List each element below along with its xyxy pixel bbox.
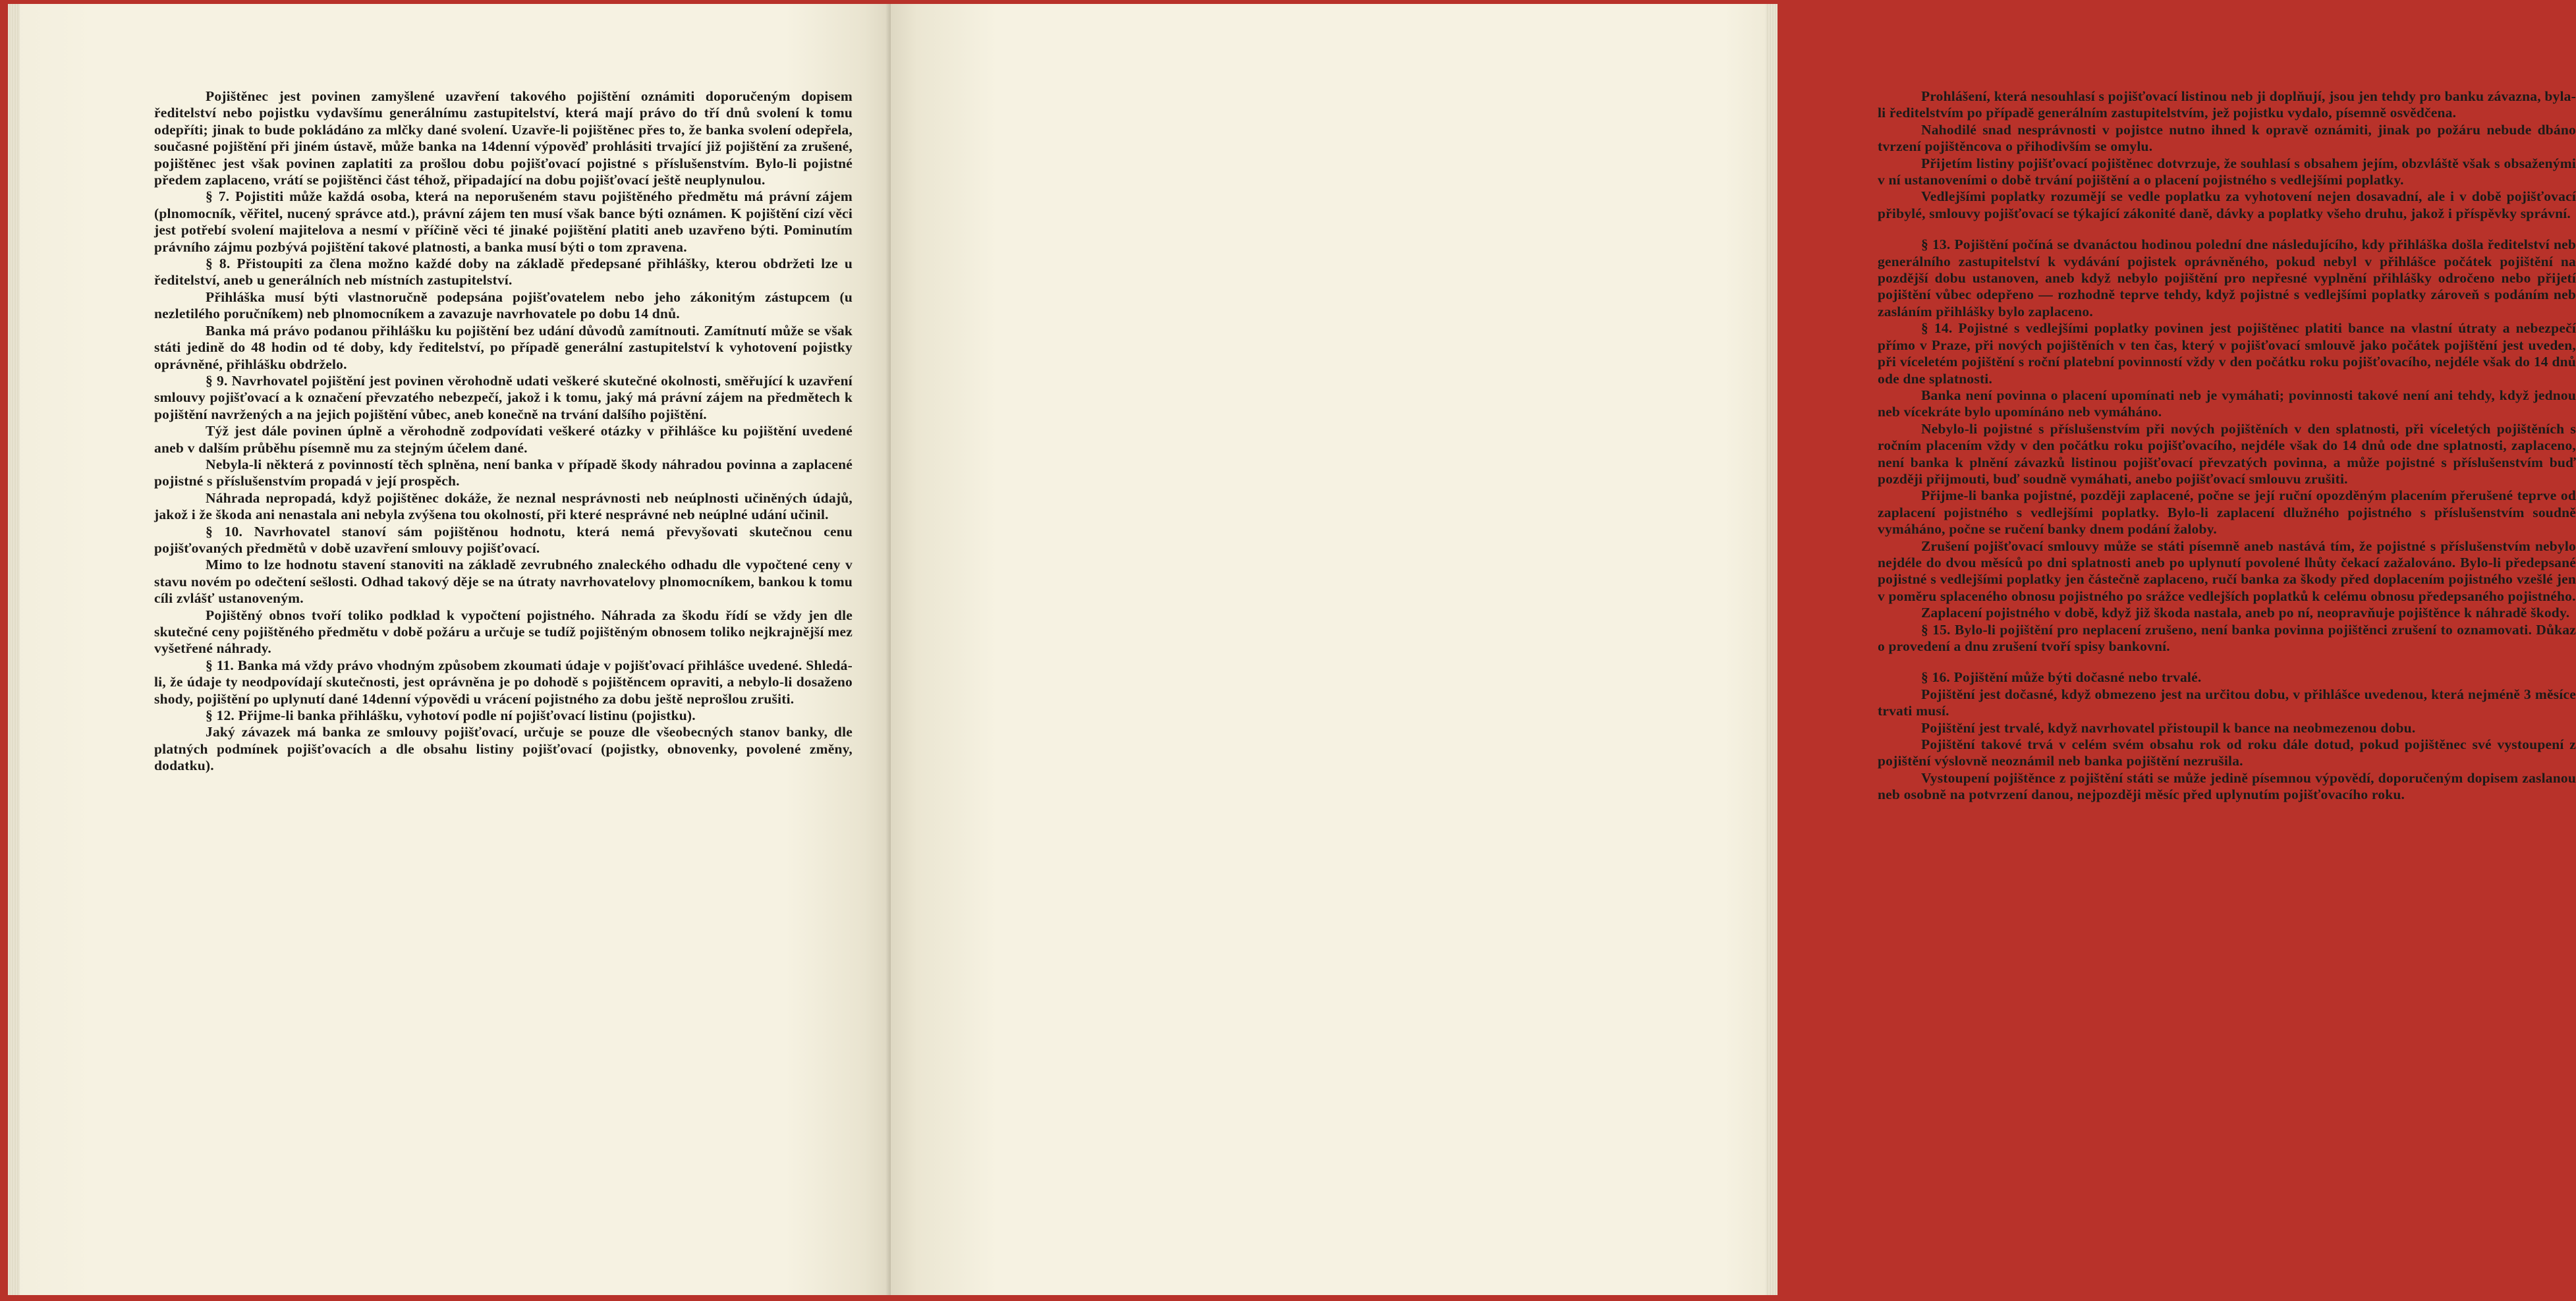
paragraph: Pojištění jest dočasné, když obmezeno jest na určitou dobu, v přihlášce uvedenou, která nejméně 3 měsíce trvati musí. [1878, 686, 2576, 719]
paragraph-section-12: § 12. Přijme-li banka přihlášku, vyhotoví podle ní pojišťovací listinu (pojistku). [206, 707, 696, 724]
right-text-column [1878, 88, 2576, 804]
paragraph: Nebyla-li některá z povinností těch splněna, není banka v případě škody náhradou povinna a zaplacené pojistné s příslušenstvím propadá v její prospěch. [154, 456, 853, 489]
paragraph: Zrušení pojišťovací smlouvy může se státi písemně aneb nastává tím, že pojistné s příslušenstvím nebylo nejdéle do dvou měsíců po dni splatnosti aneb po uplynutí povolené lhůty čekací zažalováno. Bylo-li předepsané pojistné s vedlejšími poplatky jen částečně zaplaceno, ručí banka za škody před doplacením pojistného vzešlé jen v poměru splaceného obnosu pojistného po srážce vedlejších poplatků k celému obnosu předepsaného pojistného. [1878, 538, 2576, 604]
paragraph: Pojištění jest trvalé, když navrhovatel přistoupil k bance na neobmezenou dobu. [1921, 719, 2416, 736]
paragraph-section-8: § 8. Přistoupiti za člena možno každé doby na základě předepsané přihlášky, kterou obdržeti lze u ředitelství, aneb u generálních neb místních zastupitelství. [154, 256, 853, 289]
paragraph: Banka není povinna o placení upomínati neb je vymáhati; povinnosti takové není ani tehdy, když jednou neb vícekráte bylo upomínáno neb vymáháno. [1878, 387, 2576, 420]
paragraph: Pojištěnec jest povinen zamyšlené uzavření takového pojištění oznámiti doporučeným dopisem ředitelství nebo pojistku vydavšímu generálnímu zastupitelství, která mají právo do tří dnů svolení k tomu odepříti; jinak to bude pokládáno za mlčky dané svolení. Uzavře-li pojištěnec přes to, že banka svolení odepřela, současné pojištění při jiném ústavě, může banka na 14denní výpověď prohlásiti trvající již pojištění za zrušené, pojištěnec jest však povinen zaplatiti za prošlou dobu pojišťovací pojistné s příslušenstvím. Bylo-li pojistné předem zaplaceno, vrátí se pojištěnci část téhož, připadající na dobu pojišťovací ještě neuplynulou. [154, 88, 853, 188]
page-edge [8, 4, 20, 1295]
paragraph: Přihláška musí býti vlastnoručně podepsána pojišťovatelem nebo jeho zákonitým zástupcem (u nezletilého poručníkem) neb plnomocníkem a zavazuje navrhovatele po dobu 14 dnů. [154, 289, 853, 322]
paragraph-section-14: § 14. Pojistné s vedlejšími poplatky povinen jest pojištěnec platiti bance na vlastní útraty a nebezpečí přímo v Praze, při nových pojištěních v ten čas, který v pojišťovací smlouvě jako počátek pojištění jest uveden, při víceletém pojištění s roční platební povinností vždy v den počátku roku pojišťovacího, nejdéle však do 14 dnů ode dne splatnosti. [1878, 320, 2576, 387]
paragraph: Zaplacení pojistného v době, když již škoda nastala, aneb po ní, neopravňuje pojištěnce k náhradě škody. [1921, 605, 2570, 621]
paragraph: Přijetím listiny pojišťovací pojištěnec dotvrzuje, že souhlasí s obsahem jejím, obzvláště však s obsaženými v ní ustanoveními o době trvání pojištění a o placení pojistného s vedlejšími poplatky. [1878, 155, 2576, 188]
right-page [891, 4, 2576, 1295]
paragraph: Pojištěný obnos tvoří toliko podklad k vypočtení pojistného. Náhrada za škodu řídí se vždy jen dle skutečné ceny pojištěného předmětu v době požáru a určuje se tudíž pojištěným obnosem toliko nejkrajnější mez vyšetřené náhrady. [154, 607, 853, 657]
paragraph: Náhrada nepropadá, když pojištěnec dokáže, že neznal nesprávnosti neb neúplnosti učiněných údajů, jakož i že škoda ani nenastala ani nebyla zvýšena tou okolností, při které nesprávné neb neúplné udání učinil. [154, 489, 853, 523]
paragraph: Banka má právo podanou přihlášku ku pojištění bez udání důvodů zamítnouti. Zamítnutí může se však státi jedině do 48 hodin od té doby, kdy ředitelství, po případě generální zastupitelství k vyhotovení pojistky oprávněné, přihlášku obdrželo. [154, 322, 853, 372]
paragraph: Pojištění takové trvá v celém svém obsahu rok od roku dále dotud, pokud pojištěnec své vystoupení z pojištění výslovně neoznámil neb banka pojištění nezrušila. [1878, 736, 2576, 769]
paragraph: Mimo to lze hodnotu stavení stanoviti na základě zevrubného znaleckého odhadu dle vypočtené ceny v stavu novém po odečtení sešlosti. Odhad takový děje se na útraty navrhovatelovy plnomocníkem, bankou k tomu cíli zvlášť ustanoveným. [154, 557, 853, 607]
open-book [8, 4, 2576, 1295]
paragraph-section-7: § 7. Pojistiti může každá osoba, která na neporušeném stavu pojištěného předmětu má právní zájem (plnomocník, věřitel, nucený správce atd.), právní zájem ten musí však bance býti oznámen. K pojištění cizí věci jest potřebí svolení majitelova a nesmí v příčině věci té jinaké pojištění platiti aneb uzavřeno býti. Pominutím právního zájmu pozbývá pojištění takové platnosti, a banka musí býti o tom zpravena. [154, 188, 853, 255]
paragraph: Vystoupení pojištěnce z pojištění státi se může jedině písemnou výpovědí, doporučeným dopisem zaslanou neb osobně na potvrzení danou, nejpozději měsíc před uplynutím pojišťovacího roku. [1878, 769, 2576, 803]
paragraph-section-13: § 13. Pojištění počíná se dvanáctou hodinou polední dne následujícího, kdy přihláška došla ředitelství neb generálního zastupitelství k vydávání pojistek oprávněného, pokud nebyl v přihlášce počátek pojištění na pozdější dobu ustanoven, aneb když nebylo pojištění pro nepřesné vyplnění přihlášky odročeno nebo přijetí pojištění vůbec odepřeno — rozhodně teprve tehdy, když pojistné s vedlejšími poplatky zároveň s podáním neb zasláním přihlášky bylo zaplaceno. [1878, 236, 2576, 319]
paragraph: Týž jest dále povinen úplně a věrohodně zodpovídati veškeré otázky v přihlášce ku pojištění uvedené aneb v dalším průběhu písemně mu za stejným účelem dané. [154, 423, 853, 456]
left-text-column [154, 88, 853, 775]
paragraph: Přijme-li banka pojistné, později zaplacené, počne se její ruční opozděným placením přerušené teprve od zaplacení pojistného s vedlejšími poplatky. Bylo-li zaplacení dlužného pojistného s příslušenstvím soudně vymáháno, počne se ručení banky dnem podání žaloby. [1878, 487, 2576, 538]
paragraph-section-16: § 16. Pojištění může býti dočasné nebo trvalé. [1921, 669, 2202, 686]
paragraph: Nebylo-li pojistné s příslušenstvím při nových pojištěních v den splatnosti, při víceletých pojištěních s ročním placením vždy v den počátku roku pojišťovacího, nejdéle však do 14 dnů ode dne splatnosti, zaplaceno, není banka k plnění závazků listinou pojišťovací převzatých povinna, a může pojistné s příslušenstvím buď později přijmouti, buď soudně vymáhati, anebo pojišťovací smlouvu zrušiti. [1878, 420, 2576, 487]
paragraph-section-15: § 15. Bylo-li pojištění pro neplacení zrušeno, není banka povinna pojištěnci zrušení to oznamovati. Důkaz o provedení a dnu zrušení tvoří spisy bankovní. [1878, 621, 2576, 654]
left-page [8, 4, 891, 1295]
paragraph: Prohlášení, která nesouhlasí s pojišťovací listinou neb ji doplňují, jsou jen tehdy pro banku závazna, byla-li ředitelstvím po případě generálním zastupitelstvím, jež pojistku vydalo, písemně osvědčena. [1878, 88, 2576, 121]
paragraph-section-9: § 9. Navrhovatel pojištění jest povinen věrohodně udati veškeré skutečné okolnosti, směřující k uzavření smlouvy pojišťovací a k označení převzatého nebezpečí, jakož i k tomu, jaký má právní zájem na předmětech k pojištění navržených a na jejich pojištění vůbec, aneb konečně na trvání dalšího pojištění. [154, 372, 853, 422]
paragraph-section-10: § 10. Navrhovatel stanoví sám pojištěnou hodnotu, která nemá převyšovati skutečnou cenu pojišťovaných předmětů v době uzavření smlouvy pojišťovací. [154, 523, 853, 556]
page-edge [1766, 4, 1778, 1295]
paragraph-section-11: § 11. Banka má vždy právo vhodným způsobem zkoumati údaje v pojišťovací přihlášce uvedené. Shledá-li, že údaje ty neodpovídají skutečnosti, jest oprávněna je po dohodě s pojištěncem opraviti, a nebylo-li dosaženo shody, pojištění po uplynutí dané 14denní výpovědi u vrácení pojistného za dobu ještě neprošlou zrušiti. [154, 657, 853, 707]
paragraph: Jaký závazek má banka ze smlouvy pojišťovací, určuje se pouze dle všeobecných stanov banky, dle platných podmínek pojišťovacích a dle obsahu listiny pojišťovací (pojistky, obnovenky, povolené změny, dodatku). [154, 724, 853, 774]
paragraph: Nahodilé snad nesprávnosti v pojistce nutno ihned k opravě oznámiti, jinak po požáru nebude dbáno tvrzení pojištěncova o přihodivším se omylu. [1878, 121, 2576, 155]
paragraph: Vedlejšími poplatky rozumějí se vedle poplatku za vyhotovení nejen dosavadní, ale i v době pojišťovací přibylé, smlouvy pojišťovací se týkající zákonité daně, dávky a poplatky všeho druhu, jakož i příspěvky správní. [1878, 188, 2576, 221]
